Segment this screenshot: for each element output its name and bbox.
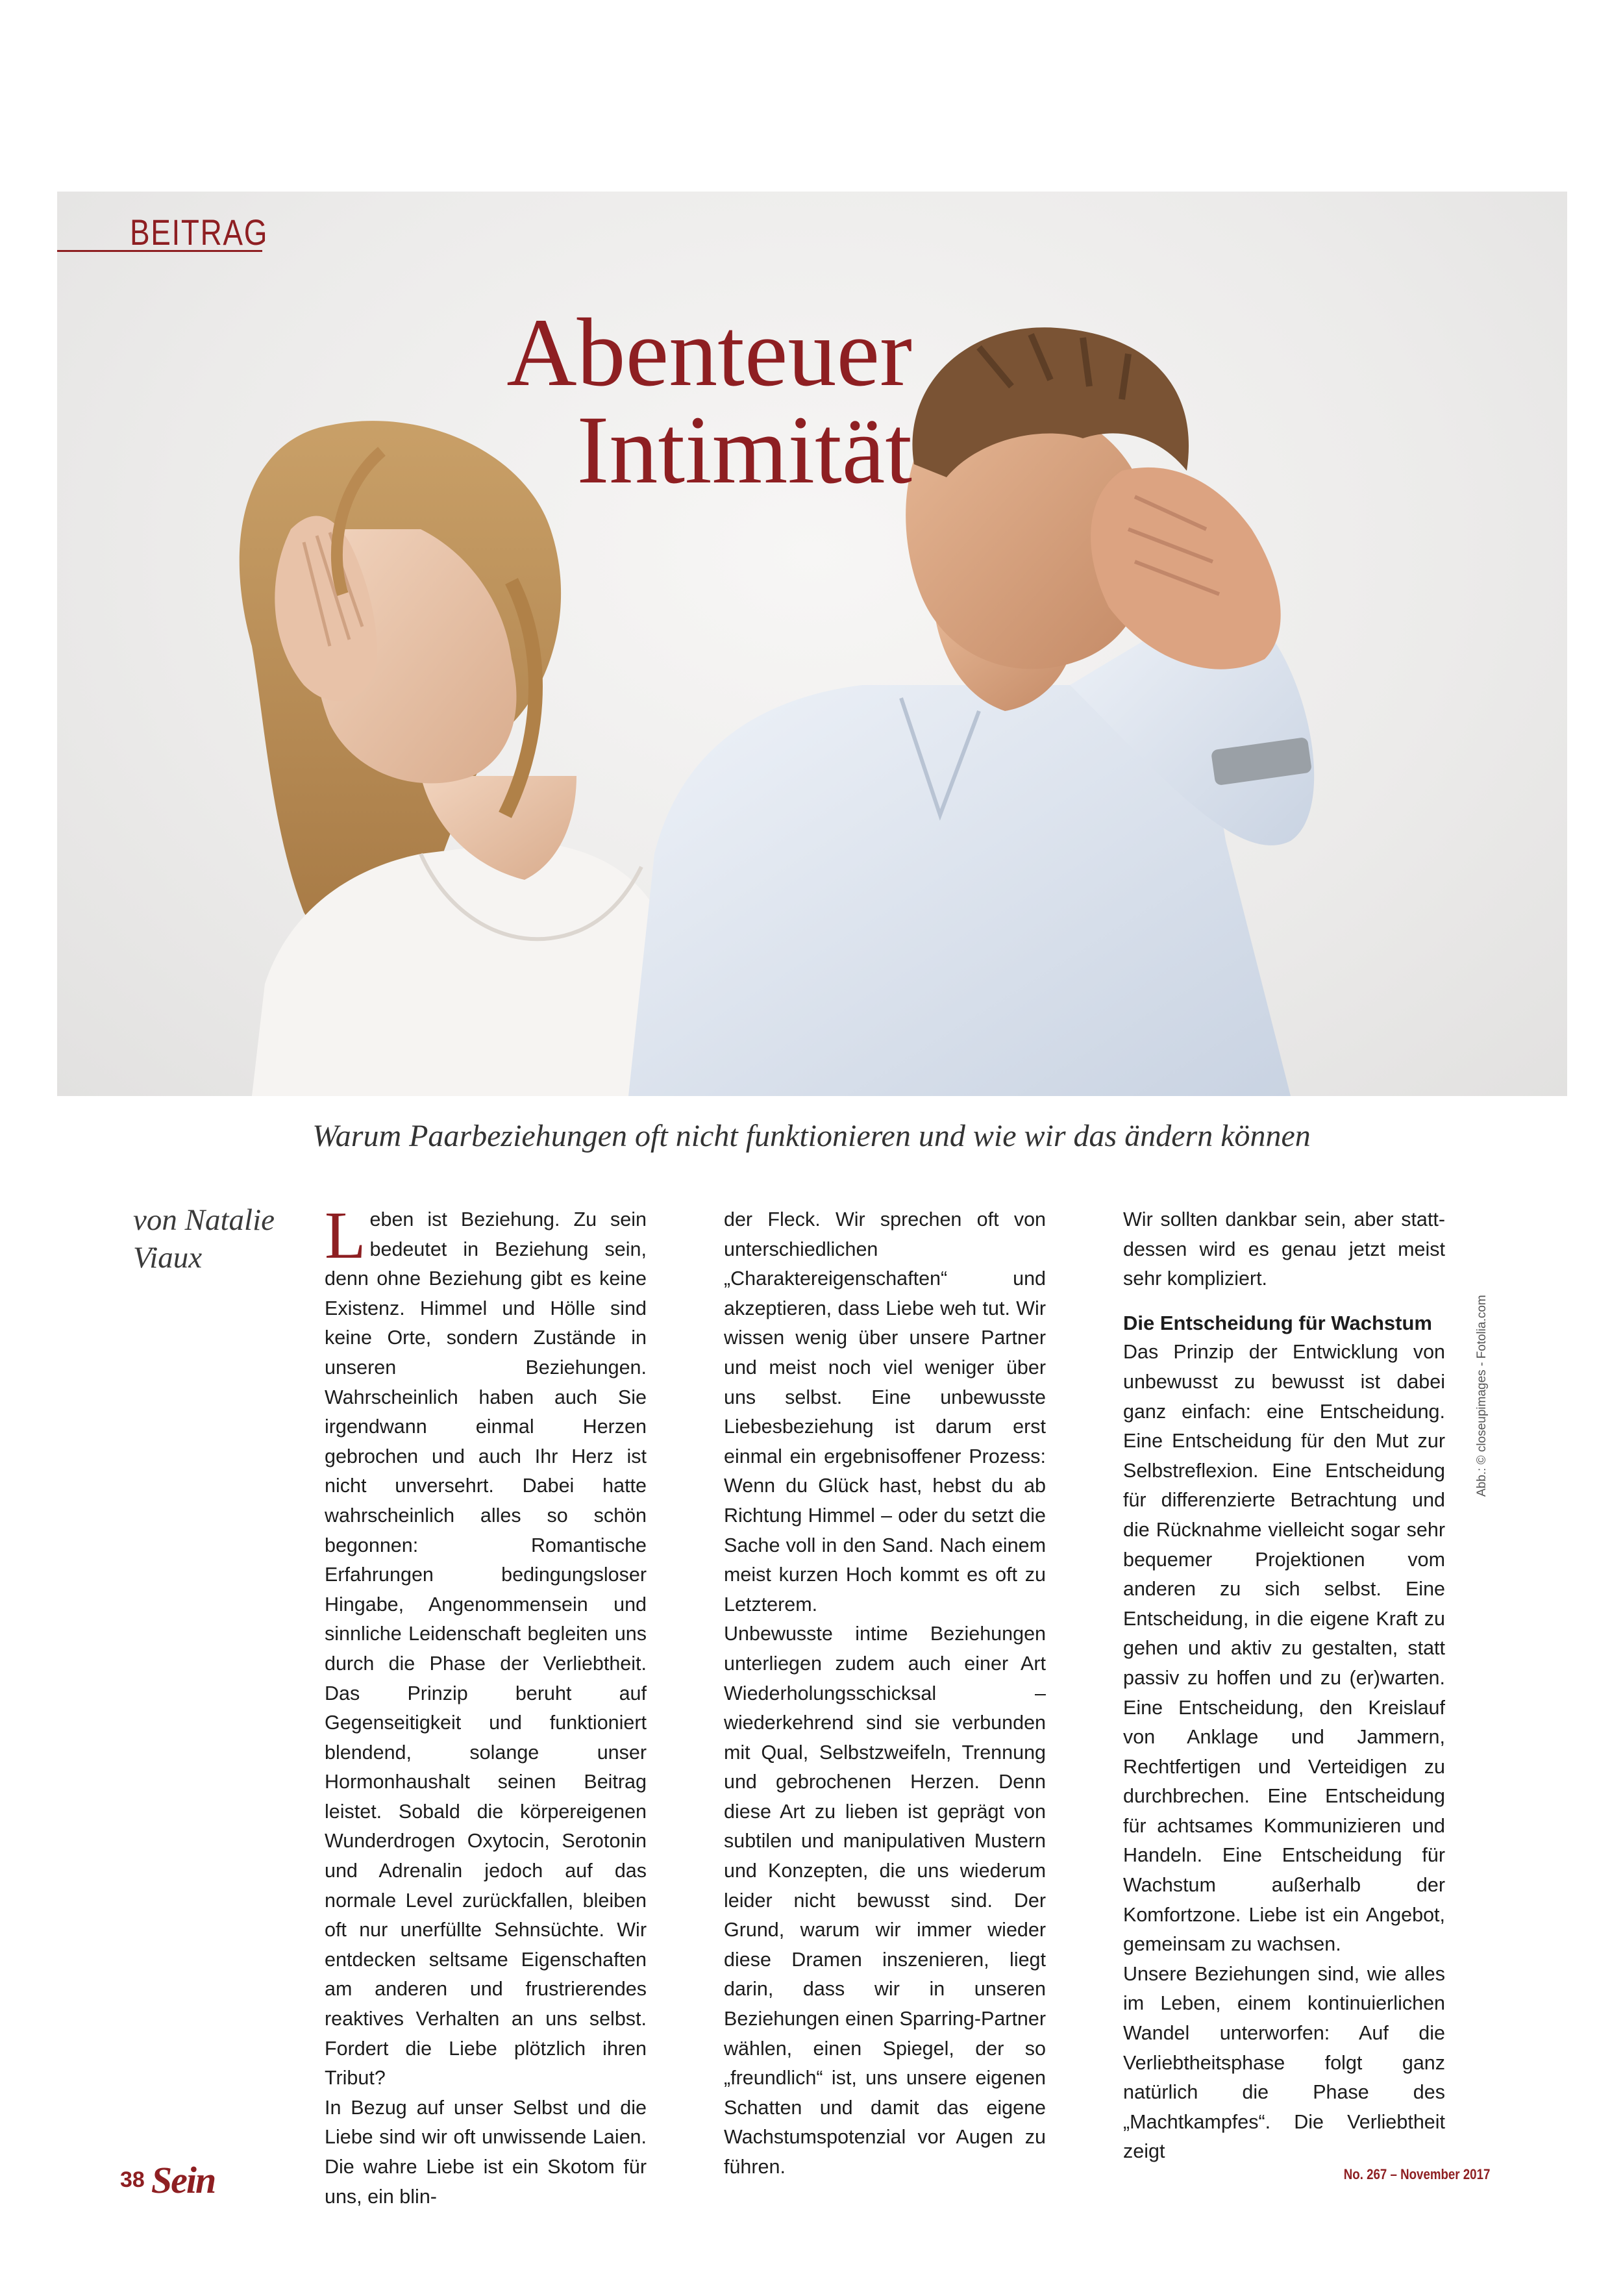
- byline-line-1: von Natalie: [133, 1203, 275, 1237]
- author-byline: [133, 1201, 302, 1277]
- byline-line-2: Viaux: [133, 1241, 203, 1275]
- paragraph-text: eben ist Beziehung. Zu sein bedeutet in Beziehung sein, denn ohne Beziehung gibt es keine Existenz. Himmel und Hölle sind keine Orte, sondern Zustände in unseren Beziehungen. Wahrscheinlich haben auch Sie irgendwann einmal Herzen gebrochen und auch Ihr Herz ist nicht unversehrt. Dabei hatte wahrscheinlich alles so schön begonnen: Romantische Erfahrungen bedingungsloser Hingabe, Angenommensein und sinnliche Leidenschaft begleiten uns durch die Phase der Verliebtheit. Das Prinzip beruht auf Gegenseitigkeit und funktioniert blendend, solange unser Hormonhaushalt seinen Beitrag leistet. Sobald die körpereigenen Wunderdrogen Oxytocin, Serotonin und Adrenalin jedoch auf das normale Level zurückfallen, bleiben oft nur unerfüllte Sehnsüchte. Wir entdecken seltsame Eigenschaften am anderen und frustrierendes reaktives Verhalten an uns selbst. Fordert die Liebe plötzlich ihren Tribut?: [325, 1208, 647, 2090]
- article-headline: [506, 299, 912, 504]
- paragraph: Unbewusste intime Beziehungen unterliegen zudem auch einer Art Wiederholungsschicksal – wiederkehrend sind sie verbunden mit Qual, Selbstzweifeln, Trennung und gebrochenen Herzen. Denn diese Art zu lieben ist geprägt von subtilen und manipulativen Mustern und Konzepten, die uns wiederum leider nicht bewusst sind. Der Grund, warum wir immer wieder diese Dramen inszenieren, liegt darin, dass wir in unseren Beziehungen einen Sparring-Partner wählen, einen Spiegel, der so „freundlich“ ist, uns unsere eigenen Schatten und damit das eigene Wachstumspotenzial vor Augen zu führen.: [724, 1623, 1046, 2178]
- headline-line-2: Intimität: [576, 396, 912, 504]
- issue-info: No. 267 – November 2017: [1343, 2166, 1490, 2182]
- text-column-1: [325, 1198, 647, 2212]
- photo-credit: Abb.: © closeupimages - Fotolia.com: [1475, 1295, 1489, 1497]
- headline-line-1: Abenteuer: [506, 299, 912, 406]
- paragraph: Wir sollten dankbar sein, aber stattdessen wird es genau jetzt meist sehr kompliziert.: [1123, 1208, 1445, 1290]
- paragraph: In Bezug auf unser Selbst und die Liebe sind wir oft unwissende Laien. Die wahre Liebe ist ein Skotom für uns, ein blin-: [325, 2096, 647, 2208]
- page-number: 38: [120, 2167, 145, 2192]
- paragraph: [325, 1198, 647, 2093]
- text-column-2: [724, 1205, 1046, 2182]
- section-label: BEITRAG: [130, 212, 269, 253]
- article-subtitle: Warum Paarbeziehungen oft nicht funktionieren und wie wir das ändern können: [312, 1119, 1311, 1153]
- paragraph: Das Prinzip der Entwicklung von unbewusst zu bewusst ist dabei ganz einfach: eine Entscheidung. Eine Entscheidung für den Mut zur Selbstreflexion. Eine Entscheidung für differenzierte Betrachtung und die Rücknahme vielleicht sogar sehr bequemer Projektionen vom anderen zu sich selbst. Eine Entscheidung, in die eigene Kraft zu gehen und aktiv zu gestalten, statt passiv zu hoffen und zu (er)warten. Eine Entscheidung, den Kreislauf von Anklage und Jammern, Rechtfertigen und Verteidigen zu durchbrechen. Eine Entscheidung für achtsames Kommunizieren und Handeln. Eine Entscheidung für Wachstum außerhalb der Komfortzone. Liebe ist ein Angebot, gemeinsam zu wachsen.: [1123, 1341, 1445, 1956]
- page-footer-left: [120, 2158, 215, 2202]
- text-column-3: [1123, 1205, 1445, 2167]
- section-heading: Die Entscheidung für Wachstum: [1123, 1311, 1432, 1334]
- paragraph: Unsere Beziehungen sind, wie alles im Leben, einem kontinuierlichen Wandel unterworfen: Auf die Verliebtheitsphase folgt ganz natürlich die Phase des „Machtkampfes“. Die Verliebtheit zeigt: [1123, 1962, 1445, 2163]
- drop-cap: L: [325, 1198, 366, 1273]
- paragraph: der Fleck. Wir sprechen oft von unterschiedlichen „Charaktereigenschaften“ und akzeptieren, dass Liebe weh tut. Wir wissen wenig über unsere Partner und meist noch viel weniger über uns selbst. Eine unbewusste Liebesbeziehung ist darum erst einmal ein ergebnisoffener Prozess: Wenn du Glück hast, hebst du ab Richtung Himmel – oder du setzt die Sache voll in den Sand. Nach einem meist kurzen Hoch kommt es oft zu Letzterem.: [724, 1208, 1046, 1616]
- magazine-logo: Sein: [151, 2159, 216, 2201]
